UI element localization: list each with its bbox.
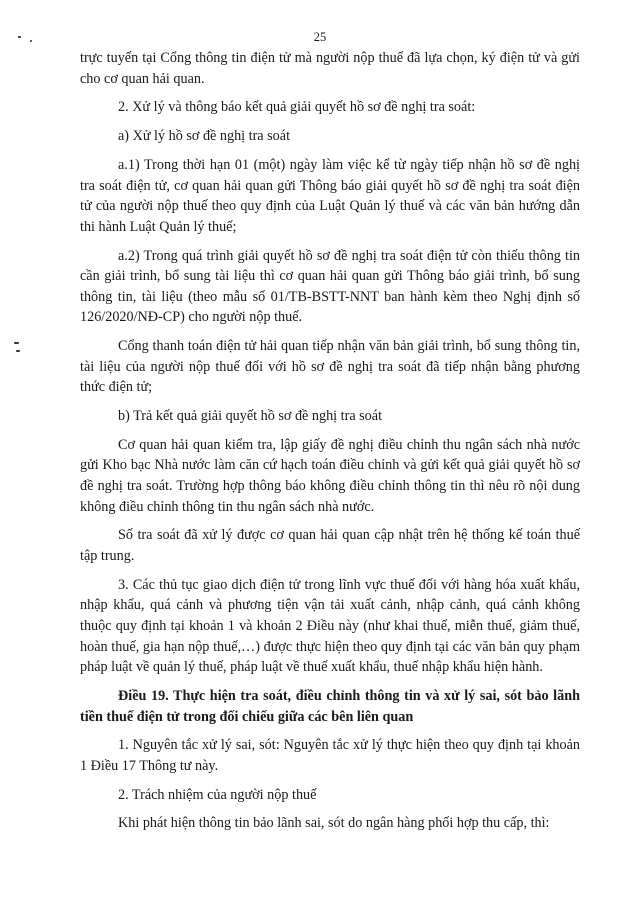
paragraph: a.2) Trong quá trình giải quyết hồ sơ đề nghị tra soát điện tử còn thiếu thông tin cần giải trình, bổ sung tài liệu thì cơ quan hải quan gửi Thông báo giải trình, bổ sung thông tin, tài liệu (theo mẫu số 01/TB-BSTT-NNT ban hành kèm theo Nghị định số 126/2020/NĐ-CP) cho người nộp thuế. [80, 247, 580, 326]
paragraph: a) Xử lý hồ sơ đề nghị tra soát [118, 128, 291, 145]
paragraph: 3. Các thủ tục giao dịch điện tử trong lĩnh vực thuế đối với hàng hóa xuất khẩu, nhập khẩu, quá cảnh và phương tiện vận tải xuất cảnh, nhập cảnh, quá cảnh không thuộc quy định tại khoản 1 và khoản 2 Điều này (như khai thuế, miễn thuế, giảm thuế, hoàn thuế, gia hạn nộp thuế,…) được thực hiện theo quy định tại các văn bản quy phạm pháp luật về quản lý thuế, pháp luật về thuế xuất khẩu, thuế nhập khẩu hiện hành. [80, 576, 580, 676]
paragraph: 1. Nguyên tắc xử lý sai, sót: Nguyên tắc xử lý thực hiện theo quy định tại khoản 1 Điều 17 Thông tư này. [80, 737, 580, 774]
scan-speck [16, 350, 20, 352]
paragraph: Số tra soát đã xử lý được cơ quan hải quan cập nhật trên hệ thống kế toán thuế tập trung. [80, 527, 580, 564]
paragraph: b) Trả kết quả giải quyết hồ sơ đề nghị tra soát [118, 408, 383, 425]
page-number: 25 [313, 30, 327, 44]
scan-speck [14, 342, 19, 344]
paragraph: Cổng thanh toán điện tử hải quan tiếp nhận văn bản giải trình, bổ sung thông tin, tài liệu của người nộp thuế đối với hồ sơ đề nghị tra soát đã tiếp nhận bằng phương thức điện tử; [80, 338, 580, 396]
paragraph: 2. Xử lý và thông báo kết quả giải quyết hồ sơ đề nghị tra soát: [118, 99, 476, 116]
paragraph: Cơ quan hải quan kiểm tra, lập giấy đề nghị điều chỉnh thu ngân sách nhà nước gửi Kho bạc Nhà nước làm căn cứ hạch toán điều chỉnh và gửi kết quả giải quyết hồ sơ đề nghị tra soát. Trường hợp thông báo không điều chỉnh thông tin thì nêu rõ nội dung không điều chỉnh thông tin thu ngân sách nhà nước. [80, 436, 580, 515]
article-heading: Điều 19. Thực hiện tra soát, điều chỉnh thông tin và xử lý sai, sót bảo lãnh tiền thuế điện tử trong đối chiếu giữa các bên liên quan [80, 687, 580, 725]
paragraph: trực tuyến tại Cổng thông tin điện tử mà người nộp thuế đã lựa chọn, ký điện tử và gửi cho cơ quan hải quan. [80, 50, 580, 87]
paragraph: a.1) Trong thời hạn 01 (một) ngày làm việc kể từ ngày tiếp nhận hồ sơ đề nghị tra soát điện tử, cơ quan hải quan gửi Thông báo giải quyết hồ sơ đề nghị tra soát điện tử của người nộp thuế theo quy định của Luật Quản lý thuế và các văn bản hướng dẫn thi hành Luật Quản lý thuế; [80, 156, 580, 235]
paragraph: 2. Trách nhiệm của người nộp thuế [118, 786, 317, 803]
body-text [80, 48, 580, 842]
paragraph: Khi phát hiện thông tin bảo lãnh sai, sót do ngân hàng phối hợp thu cấp, thì: [118, 815, 550, 832]
